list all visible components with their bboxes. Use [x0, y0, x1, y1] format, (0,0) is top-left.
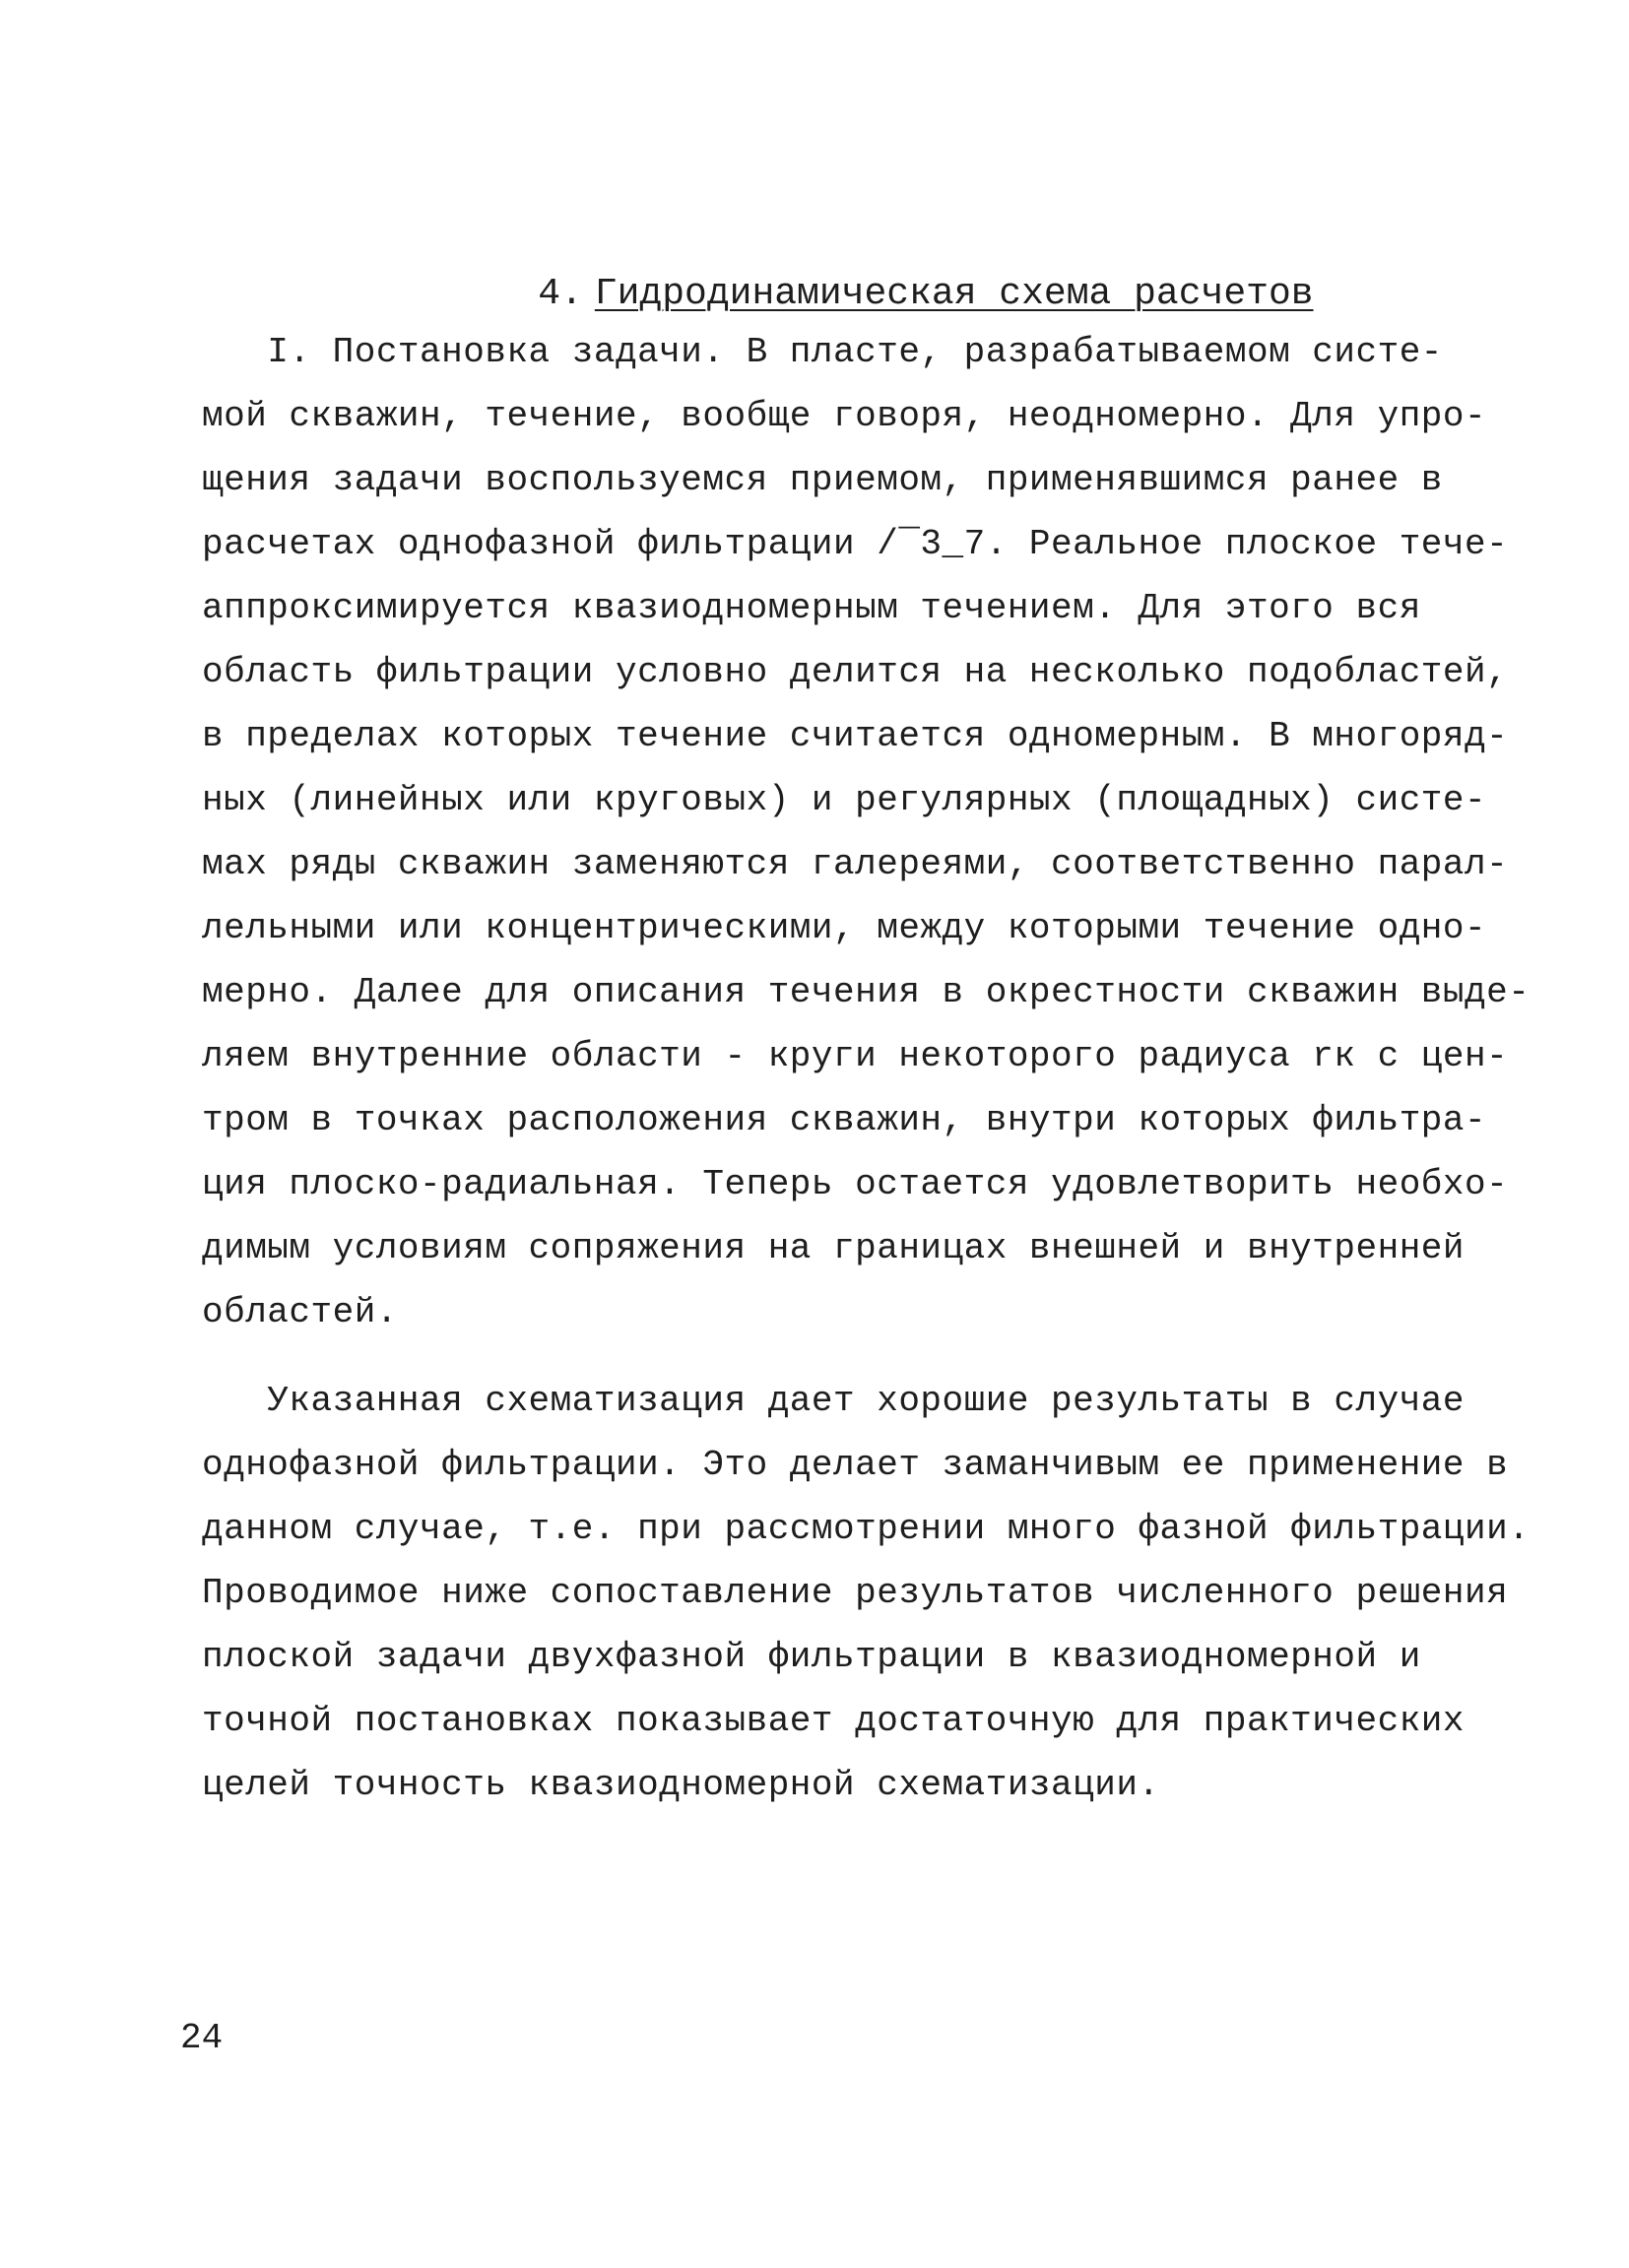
paragraph-1-line: I. Постановка задачи. В пласте, разрабатываемом систе-: [202, 332, 1443, 372]
paragraph-1-line: ция плоско-радиальная. Теперь остается удовлетворить необхо-: [202, 1164, 1509, 1204]
paragraph-1-line: щения задачи воспользуемся приемом, применявшимся ранее в: [202, 460, 1443, 500]
paragraph-1-line: мах ряды скважин заменяются галереями, соответственно парал-: [202, 844, 1509, 884]
paragraph-2-line: данном случае, т.е. при рассмотрении много фазной фильтрации.: [202, 1509, 1531, 1549]
paragraph-1-line: мерно. Далее для описания течения в окрестности скважин выде-: [202, 972, 1531, 1012]
paragraph-1-line: область фильтрации условно делится на несколько подобластей,: [202, 652, 1509, 692]
section-title: Гидродинамическая схема расчетов: [594, 273, 1314, 315]
paragraph-2-line: однофазной фильтрации. Это делает заманчивым ее применение в: [202, 1445, 1509, 1485]
paragraph-1-line: областей.: [202, 1292, 398, 1332]
page-number: 24: [180, 2018, 224, 2058]
paragraph-2-line: целей точность квазиодномерной схематизации.: [202, 1765, 1160, 1805]
paragraph-2-line: Проводимое ниже сопоставление результатов численного решения: [202, 1573, 1509, 1613]
paragraph-1-line: мой скважин, течение, вообще говоря, неодномерно. Для упро-: [202, 396, 1487, 436]
paragraph-1-line: расчетах однофазной фильтрации /‾3_7. Реальное плоское тече-: [202, 524, 1509, 564]
paragraph-1-line: ных (линейных или круговых) и регулярных (площадных) систе-: [202, 780, 1487, 820]
paragraph-2-line: плоской задачи двухфазной фильтрации в квазиодномерной и: [202, 1637, 1421, 1677]
paragraph-1-line: аппроксимируется квазиодномерным течением. Для этого вся: [202, 588, 1421, 628]
paragraph-2-line: точной постановках показывает достаточную для практических: [202, 1701, 1466, 1741]
paragraph-1-line: в пределах которых течение считается одномерным. В многоряд-: [202, 716, 1509, 756]
paragraph-1-line: ляем внутренние области - круги некоторого радиуса rк с цен-: [202, 1036, 1509, 1076]
section-number: 4.: [538, 273, 583, 315]
paragraph-2-line: Указанная схематизация дает хорошие результаты в случае: [202, 1381, 1466, 1421]
paragraph-1-line: димым условиям сопряжения на границах внешней и внутренней: [202, 1228, 1466, 1268]
paragraph-1-line: лельными или концентрическими, между которыми течение одно-: [202, 908, 1487, 948]
paragraph-1-line: тром в точках расположения скважин, внутри которых фильтра-: [202, 1100, 1487, 1140]
